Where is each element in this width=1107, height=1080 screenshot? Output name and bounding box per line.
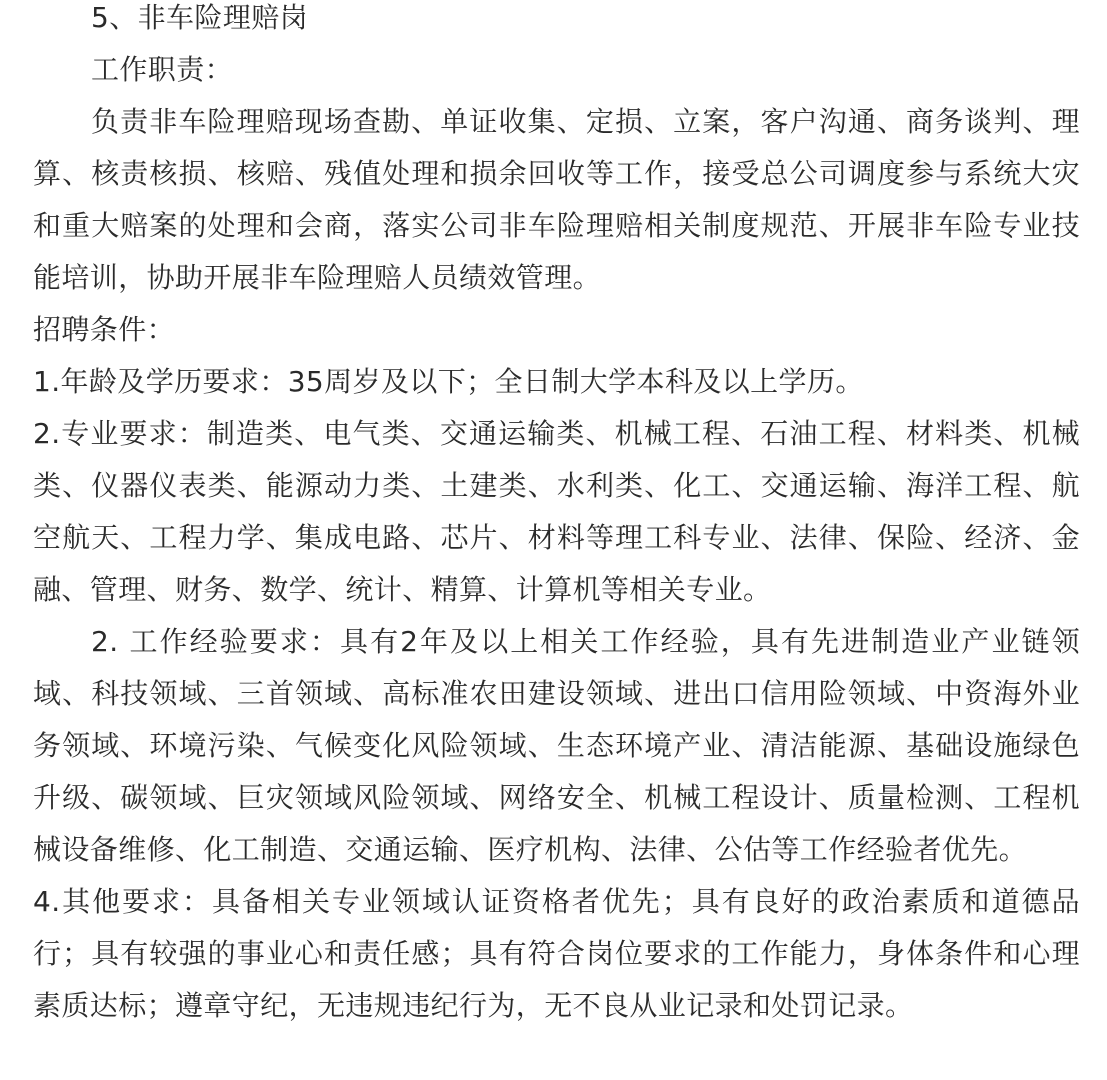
- duty-label: 工作职责：: [91, 53, 234, 86]
- requirements-label: 招聘条件：: [33, 313, 176, 346]
- section-heading: 5、非车险理赔岗: [91, 1, 309, 34]
- requirement-other: 4.其他要求：具备相关专业领域认证资格者优先；具有良好的政治素质和道德品行；具有较强的事业心和责任感；具有符合岗位要求的工作能力，身体条件和心理素质达标；遵章守纪，无违规违纪行为，无不良从业记录和处罚记录。: [33, 885, 1080, 1022]
- duty-text: 负责非车险理赔现场查勘、单证收集、定损、立案，客户沟通、商务谈判、理算、核责核损、核赔、残值处理和损余回收等工作，接受总公司调度参与系统大灾和重大赔案的处理和会商，落实公司非车险理赔相关制度规范、开展非车险专业技能培训，协助开展非车险理赔人员绩效管理。: [33, 105, 1080, 294]
- requirement-experience: 2. 工作经验要求：具有2年及以上相关工作经验，具有先进制造业产业链领域、科技领域、三首领域、高标准农田建设领域、进出口信用险领域、中资海外业务领域、环境污染、气候变化风险领域、生态环境产业、清洁能源、基础设施绿色升级、碳领域、巨灾领域风险领域、网络安全、机械工程设计、质量检测、工程机械设备维修、化工制造、交通运输、医疗机构、法律、公估等工作经验者优先。: [33, 625, 1080, 866]
- requirement-age-education: 1.年龄及学历要求：35周岁及以下；全日制大学本科及以上学历。: [33, 365, 864, 398]
- requirement-major: 2.专业要求：制造类、电气类、交通运输类、机械工程、石油工程、材料类、机械类、仪器仪表类、能源动力类、土建类、水利类、化工、交通运输、海洋工程、航空航天、工程力学、集成电路、芯片、材料等理工科专业、法律、保险、经济、金融、管理、财务、数学、统计、精算、计算机等相关专业。: [33, 417, 1080, 606]
